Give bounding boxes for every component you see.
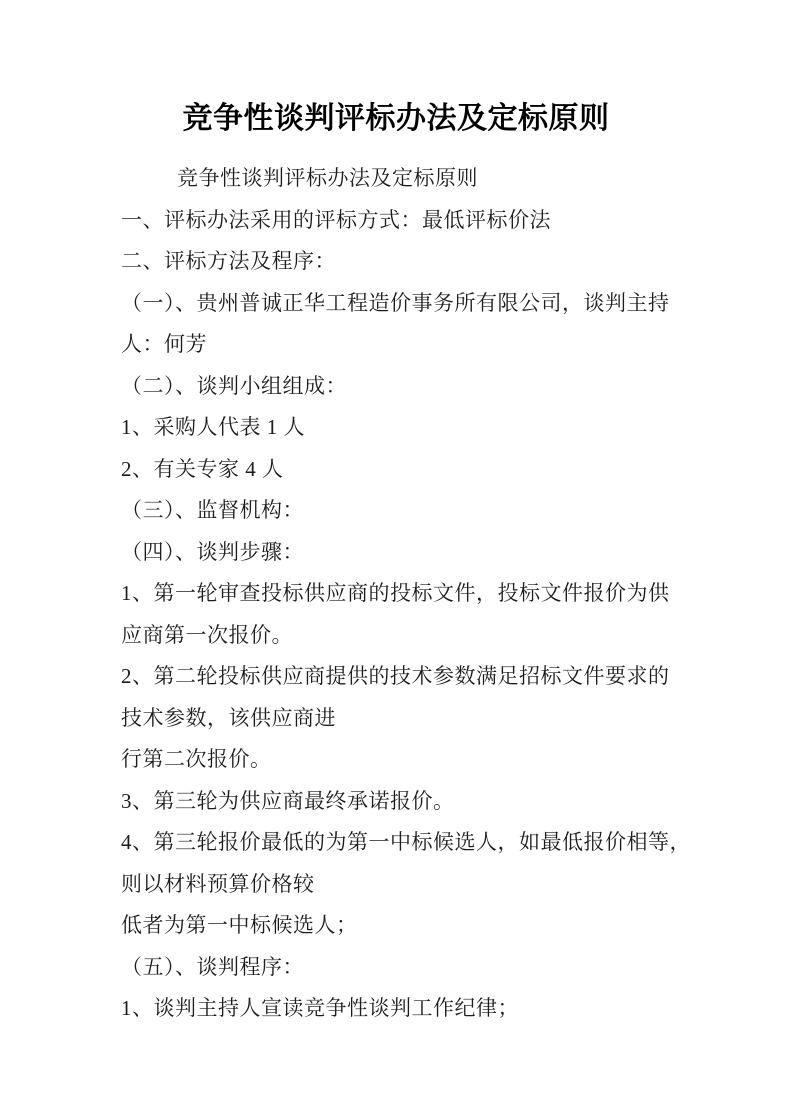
doc-line: 1、谈判主持人宣读竞争性谈判工作纪律； [121, 996, 519, 1020]
doc-line: 2、第二轮投标供应商提供的技术参数满足招标文件要求的 [121, 664, 670, 688]
document-subtitle: 竞争性谈判评标办法及定标原则 [177, 166, 478, 190]
doc-line: 2、有关专家 4 人 [121, 456, 284, 481]
doc-line: 1、第一轮审查投标供应商的投标文件，投标文件报价为供 [121, 581, 670, 605]
doc-line: 人：何芳 [121, 332, 207, 356]
doc-line: 应商第一次报价。 [121, 622, 293, 647]
doc-line: 低者为第一中标候选人； [121, 913, 358, 937]
doc-line: （二）、谈判小组组成： [121, 373, 347, 398]
document-title: 竞争性谈判评标办法及定标原则 [182, 102, 610, 135]
doc-line: （四）、谈判步骤： [121, 539, 304, 564]
doc-line: 4、第三轮报价最低的为第一中标候选人，如最低报价相等， [121, 830, 691, 854]
doc-line: （五）、谈判程序： [121, 954, 304, 979]
doc-line-section-2: 二、评标方法及程序： [121, 249, 336, 273]
document-body [121, 158, 701, 1030]
doc-line: 技术参数，该供应商进 [121, 705, 336, 730]
doc-line: （三）、监督机构： [121, 498, 304, 522]
doc-line: 1、采购人代表 1 人 [121, 415, 305, 439]
doc-line: 3、第三轮为供应商最终承诺报价。 [121, 788, 455, 813]
doc-line: 行第二次报价。 [121, 747, 272, 771]
doc-line: 则以材料预算价格较 [121, 871, 315, 896]
doc-line-section-1: 一、评标办法采用的评标方式：最低评标价法 [121, 207, 551, 232]
doc-line: （一）、贵州普诚正华工程造价事务所有限公司，谈判主持 [121, 290, 670, 315]
